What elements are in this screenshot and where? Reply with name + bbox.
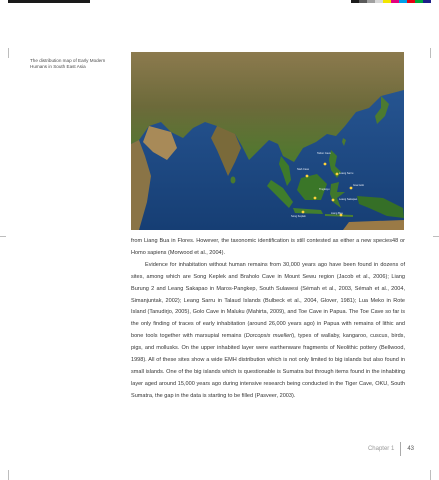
site-marker: [336, 173, 339, 176]
paragraph: from Liang Bua in Flores. However, the taxonomic identification is still contested as either a new species48 or Homo sapiens (Morwood et al., 2004).: [131, 238, 405, 256]
map-label: Goa Golo: [353, 184, 365, 187]
color-swatches: [351, 0, 431, 3]
registration-bar-dark: [8, 0, 90, 3]
print-registration-bar: [0, 0, 439, 3]
footer-divider: [400, 442, 401, 456]
map-label: Leang Sarru: [339, 172, 354, 175]
crop-mark: [433, 236, 439, 237]
body-text: [131, 236, 405, 403]
page-footer: [368, 442, 414, 456]
page-number: 43: [407, 446, 414, 452]
map-label: Leang Sakapao: [339, 198, 358, 201]
paragraph: [131, 260, 405, 403]
site-marker: [302, 211, 305, 214]
paragraph-text: Evidence for inhabitation without human remains from 30,000 years ago have been found in dozens of sites, among which are Song Keplek and Braholo Cave in Mount Sewu region (Jacob et al., 2006); Liang Burung 2 and Leang Sakapao in Maros-Pangkep, South Sulawesi (Sémah et al., 2003, Sémah et al., 2004, Simanjuntak, 2002); Leang Sarru in Talaud Islands (Bulbeck et al., 2004, Glover, 1981); Lua Meko in Rote Island (Tanudirjo, 2005), Golo Cave in Maluku (Mahirta, 2009), and Toe Cave in Papua. The Toe Cave so far is the only finding of traces of early inhabitation (around 26,000 years ago) in Papua with remains of lithic and bone tools together with marsupial remains (: [131, 261, 405, 340]
map-label: Tabon Cave: [317, 152, 331, 155]
site-marker: [314, 197, 317, 200]
map-label: Song Keplek: [291, 215, 306, 218]
species-name: Dorcopsis muelleri: [245, 333, 293, 340]
figure-caption: The distribution map of Early Modern Humans in South East Asia: [30, 58, 106, 70]
crop-mark: [430, 48, 431, 58]
distribution-map: [131, 52, 404, 230]
map-graphic: [131, 52, 404, 230]
crop-mark: [8, 48, 9, 58]
map-label: Tingkayu: [319, 188, 330, 191]
site-marker: [332, 199, 335, 202]
crop-mark: [430, 470, 431, 480]
crop-mark: [8, 470, 9, 480]
site-marker: [306, 175, 309, 178]
site-marker: [324, 163, 327, 166]
map-label: Liang Bua: [331, 212, 343, 215]
paragraph-text: ), types of wallaby, kangaroo, cuscus, birds, pigs, and mollusks. On the upper inhabited layer were earthenware fragments of Neolithic pottery (Bellwood, 1998). All of these sites show a wide EMH distribution which is not only limited to big islands but also found in small islands. One of the big islands which is questionable is Sumatra but through items found in the inhabiting layer aged around 15,000 years ago during intensive research being conducted in the Tiger Cave, OKU, South Sumatra, the gap in the data is starting to be filled (Pasveer, 2003).: [131, 333, 405, 399]
map-label: Niah Cave: [297, 168, 310, 171]
chapter-label: Chapter 1: [367, 446, 395, 452]
crop-mark: [0, 236, 6, 237]
site-marker: [350, 187, 353, 190]
